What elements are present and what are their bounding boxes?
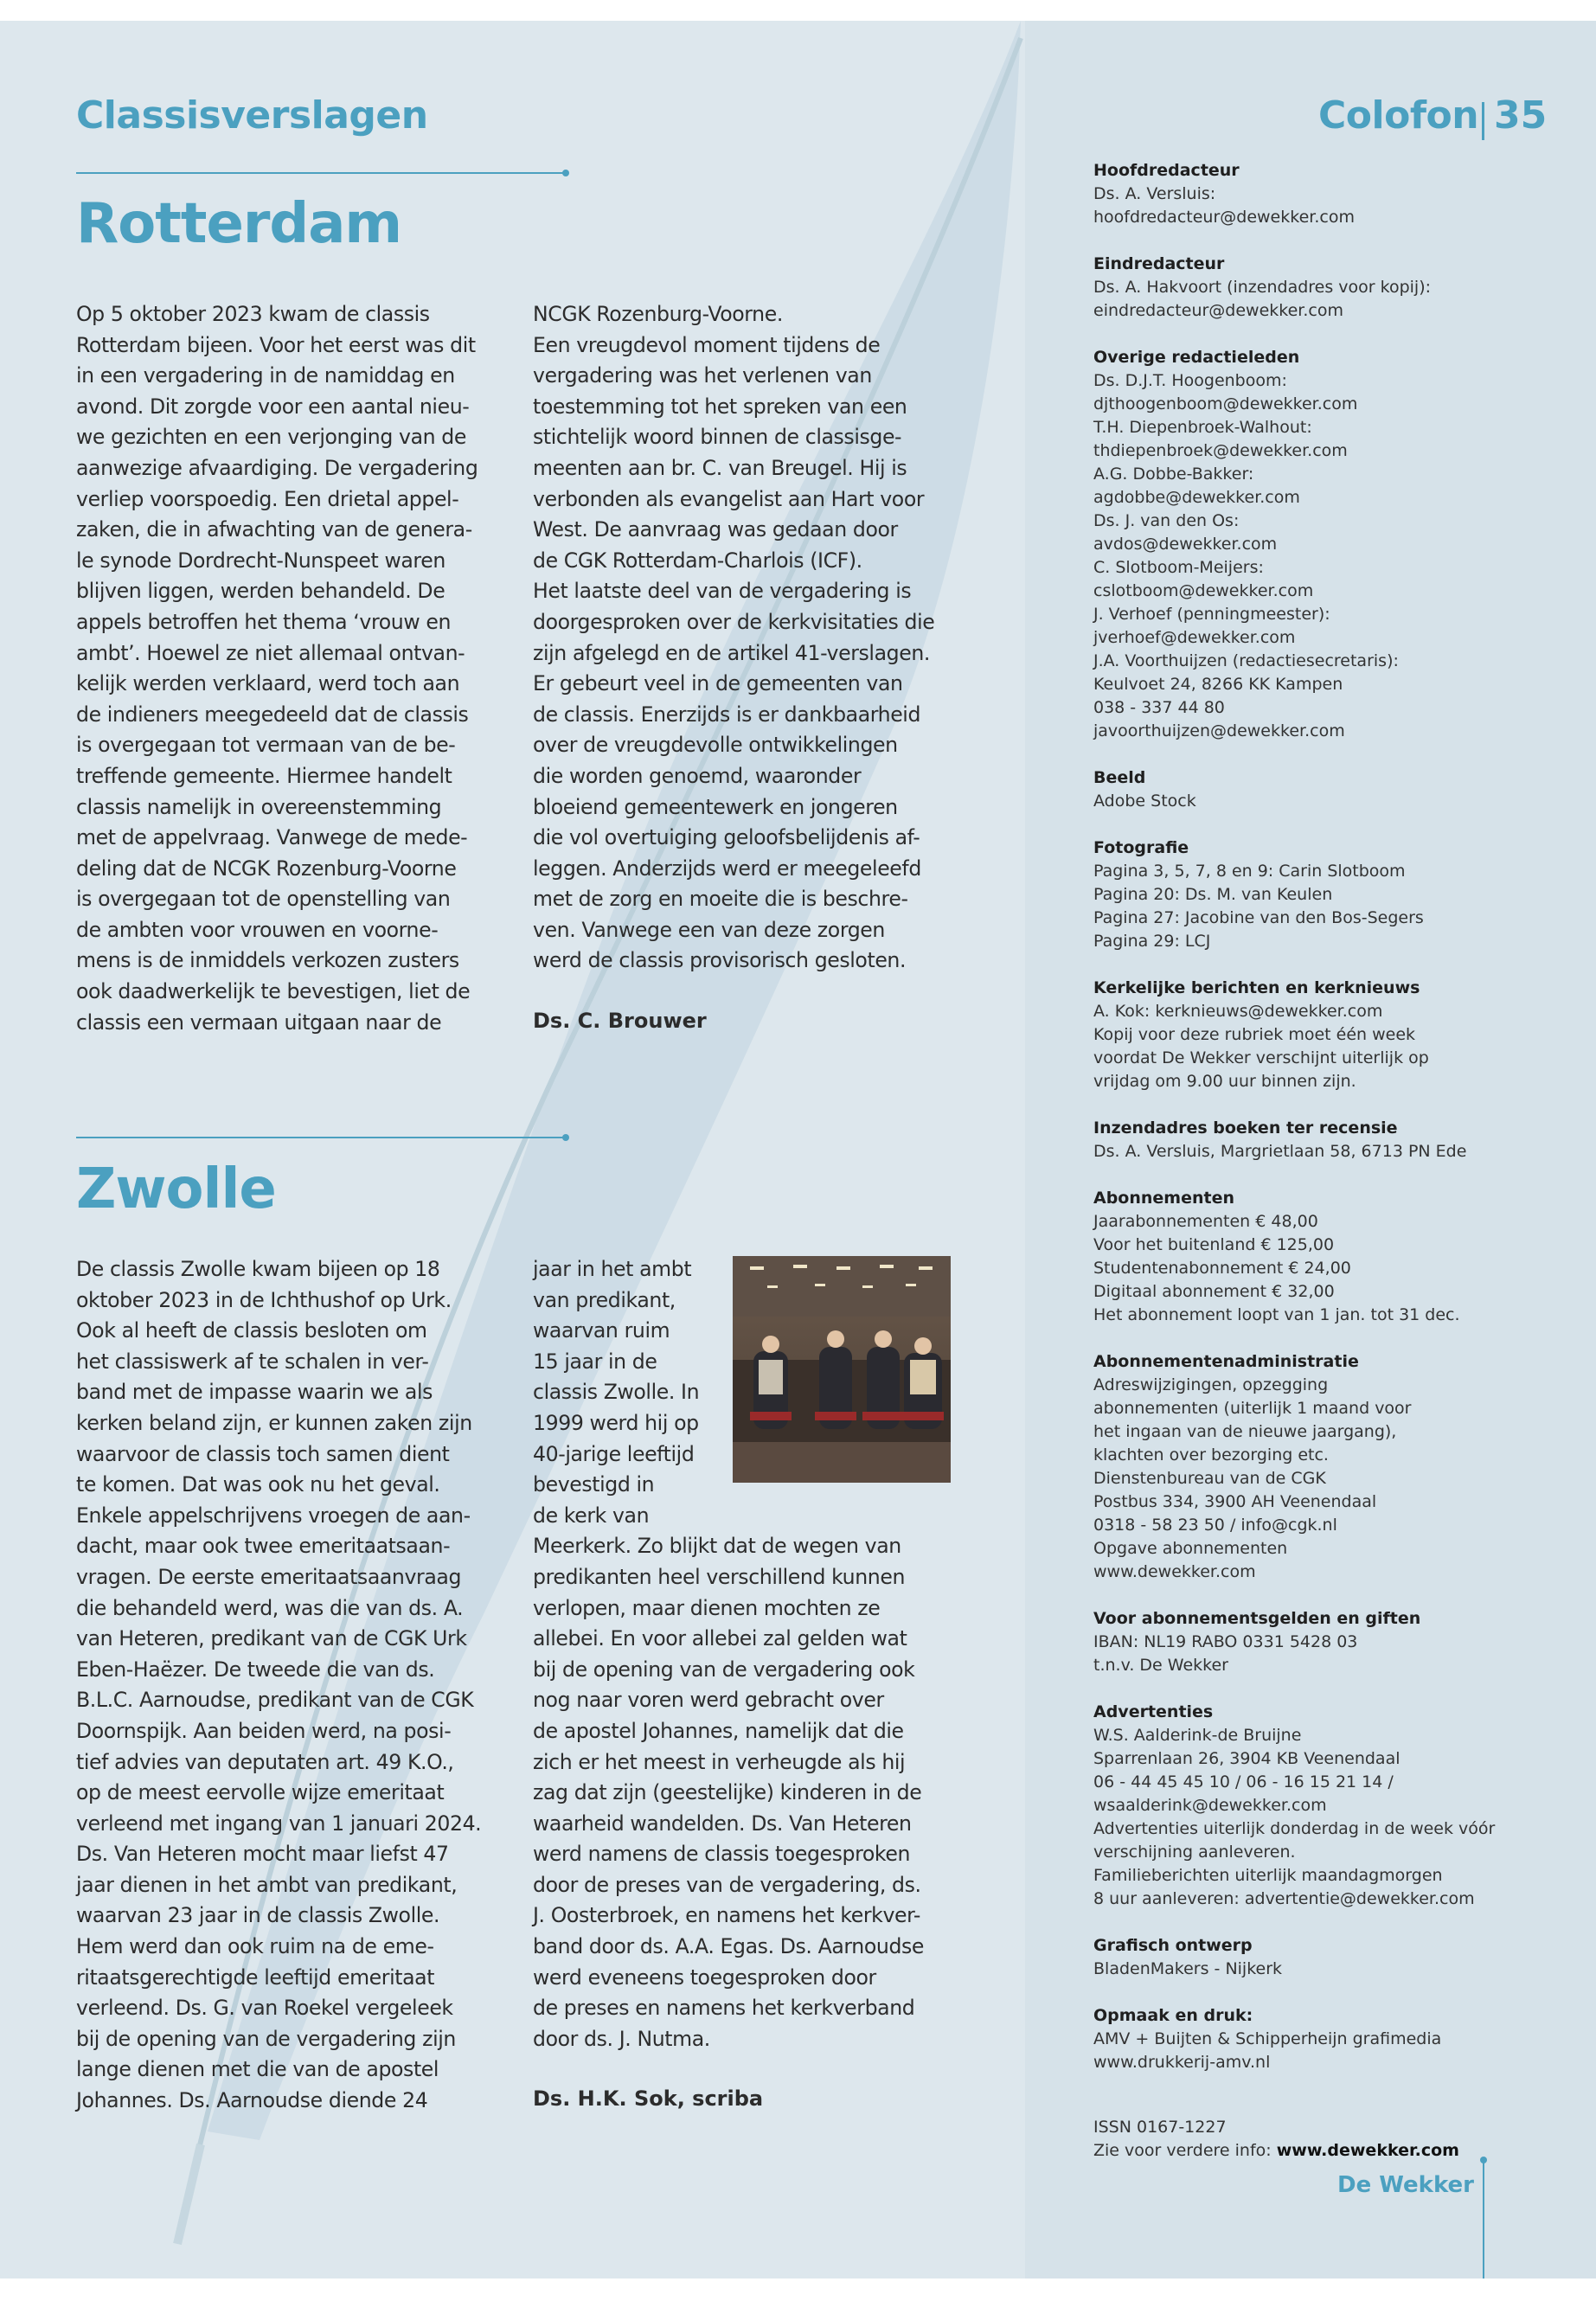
colofon-line: Sparrenlaan 26, 3904 KB Veenendaal	[1093, 1749, 1401, 1768]
text-line: vragen. De eerste emeritaatsaanvraag	[76, 1564, 462, 1589]
text-line: verlopen, maar dienen mochten ze	[533, 1595, 881, 1620]
colofon-heading: Advertenties	[1093, 1702, 1214, 1721]
text-line: De classis Zwolle kwam bijeen op 18	[76, 1257, 440, 1281]
text-line: die vol overtuiging geloofsbelijdenis af-	[533, 825, 920, 850]
text-line: is overgegaan tot de openstelling van	[76, 887, 451, 912]
colofon-block	[1093, 1187, 1578, 1327]
colofon-block	[1093, 1607, 1578, 1677]
text-line: ven. Vanwege een van deze zorgen	[533, 917, 885, 942]
colofon-line: Pagina 3, 5, 7, 8 en 9: Carin Slotboom	[1093, 862, 1406, 881]
colofon-line: T.H. Diepenbroek-Walhout:	[1093, 418, 1312, 437]
colofon-line: verschijning aanleveren.	[1093, 1843, 1296, 1862]
colofon-heading: Fotografie	[1093, 838, 1189, 857]
text-line: vergadering was het verlenen van	[533, 363, 872, 388]
colofon-line: J.A. Voorthuijzen (redactiesecretaris):	[1093, 651, 1399, 670]
text-line: te komen. Dat was ook nu het geval.	[76, 1472, 440, 1497]
colofon-line: cslotboom@dewekker.com	[1093, 581, 1314, 600]
text-line: blijven liggen, werden behandeld. De	[76, 579, 445, 604]
text-line: verbonden als evangelist aan Hart voor	[533, 486, 925, 511]
rotterdam-column-2	[533, 299, 965, 977]
zwolle-signature: Ds. H.K. Sok, scriba	[533, 2086, 764, 2111]
colofon-line: Ds. A. Versluis, Margrietlaan 58, 6713 PN Ede	[1093, 1142, 1467, 1161]
colofon-heading: Opmaak en druk:	[1093, 2006, 1253, 2025]
text-line: in een vergadering in de namiddag en	[76, 363, 455, 388]
section-rule-zwolle	[76, 1137, 566, 1138]
colofon-line: Advertenties uiterlijk donderdag in de week vóór	[1093, 1819, 1496, 1838]
text-line: werd namens de classis toegesproken	[533, 1842, 911, 1867]
text-line: Ds. Van Heteren mocht maar liefst 47	[76, 1842, 449, 1867]
text-line: met de zorg en moeite die is beschre-	[533, 887, 908, 912]
text-line: classis Zwolle. In	[533, 1380, 700, 1405]
text-line: werd eveneens toegesproken door	[533, 1965, 876, 1990]
text-line: waarvoor de classis toch samen dient	[76, 1441, 450, 1466]
text-line: stichtelijk woord binnen de classisge-	[533, 425, 902, 450]
colofon-heading: Kerkelijke berichten en kerknieuws	[1093, 978, 1420, 997]
colofon-heading: Beeld	[1093, 768, 1146, 787]
colofon-line: J. Verhoef (penningmeester):	[1093, 605, 1330, 624]
colofon-line: abonnementen (uiterlijk 1 maand voor	[1093, 1399, 1412, 1418]
colofon-line: Het abonnement loopt van 1 jan. tot 31 dec.	[1093, 1305, 1460, 1324]
colofon-line: Adobe Stock	[1093, 792, 1196, 811]
text-line: verliep voorspoedig. Een drietal appel-	[76, 486, 459, 511]
text-line: waarvan ruim	[533, 1318, 670, 1343]
colofon-line: Jaarabonnementen € 48,00	[1093, 1212, 1318, 1231]
text-line: treffende gemeente. Hiermee handelt	[76, 763, 452, 788]
text-line: verleend. Ds. G. van Roekel vergeleek	[76, 1996, 453, 2021]
text-line: de apostel Johannes, namelijk dat die	[533, 1718, 904, 1743]
more-info-prefix: Zie voor verdere info:	[1093, 2141, 1277, 2160]
colofon-line: javoorthuijzen@dewekker.com	[1093, 721, 1345, 740]
magazine-page	[0, 21, 1596, 2279]
text-line: deling dat de NCGK Rozenburg-Voorne	[76, 856, 457, 881]
colofon-heading: Hoofdredacteur	[1093, 161, 1240, 180]
colofon-line: BladenMakers - Nijkerk	[1093, 1959, 1283, 1978]
colofon-block	[1093, 977, 1578, 1093]
colofon-line: Pagina 27: Jacobine van den Bos-Segers	[1093, 908, 1424, 927]
zwolle-heading: Zwolle	[76, 1157, 276, 1221]
colofon-line: 8 uur aanleveren: advertentie@dewekker.com	[1093, 1889, 1475, 1908]
colofon-line: vrijdag om 9.00 uur binnen zijn.	[1093, 1072, 1356, 1091]
text-line: zag dat zijn (geestelijke) kinderen in de	[533, 1780, 922, 1805]
text-line: Op 5 oktober 2023 kwam de classis	[76, 302, 430, 326]
colofon-line: thdiepenbroek@dewekker.com	[1093, 441, 1348, 460]
text-line: op de meest eervolle wijze emeritaat	[76, 1780, 445, 1805]
colofon-line: Dienstenbureau van de CGK	[1093, 1469, 1326, 1488]
colofon-block	[1093, 1934, 1578, 1981]
text-line: avond. Dit zorgde voor een aantal nieu-	[76, 394, 470, 419]
text-line: door ds. J. Nutma.	[533, 2026, 710, 2051]
colofon-block	[1093, 1701, 1578, 1911]
text-line: bevestigd in	[533, 1472, 655, 1497]
colofon-line: A. Kok: kerknieuws@dewekker.com	[1093, 1002, 1383, 1021]
colofon-block	[1093, 253, 1578, 323]
text-line: classis namelijk in overeenstemming	[76, 794, 442, 819]
footer-rule	[1483, 2159, 1484, 2279]
colofon-line: www.drukkerij-amv.nl	[1093, 2053, 1271, 2072]
zwolle-column-1	[76, 1254, 509, 2117]
text-line: classis een vermaan uitgaan naar de	[76, 1009, 442, 1035]
text-line: oktober 2023 in de Ichthushof op Urk.	[76, 1287, 452, 1312]
text-line: ook daadwerkelijk te bevestigen, liet de	[76, 979, 471, 1004]
page-number: 35	[1494, 93, 1548, 138]
text-line: de indieners meegedeeld dat de classis	[76, 702, 469, 727]
colofon-block	[1093, 766, 1578, 813]
more-info-link[interactable]: www.dewekker.com	[1276, 2141, 1459, 2160]
colofon-list	[1093, 159, 1578, 2098]
text-line: ambt’. Hoewel ze niet allemaal ontvan-	[76, 640, 465, 665]
rotterdam-signature: Ds. C. Brouwer	[533, 1009, 707, 1033]
text-line: toestemming tot het spreken van een	[533, 394, 907, 419]
text-line: is overgegaan tot vermaan van de be-	[76, 733, 456, 758]
text-line: zich er het meest in verheugde als hij	[533, 1749, 906, 1774]
text-line: le synode Dordrecht-Nunspeet waren	[76, 548, 445, 573]
section-label-classisverslagen: Classisverslagen	[76, 93, 428, 138]
text-line: kelijk werden verklaard, werd toch aan	[76, 671, 460, 696]
colofon-line: W.S. Aalderink-de Bruijne	[1093, 1726, 1302, 1745]
text-line: Een vreugdevol moment tijdens de	[533, 332, 881, 357]
colofon-line: C. Slotboom-Meijers:	[1093, 558, 1264, 577]
text-line: waarvan 23 jaar in de classis Zwolle.	[76, 1903, 440, 1928]
text-line: nog naar voren werd gebracht over	[533, 1688, 884, 1713]
colofon-block	[1093, 836, 1578, 953]
colofon-heading: Abonnementenadministratie	[1093, 1352, 1359, 1371]
colofon-line: 0318 - 58 23 50 / info@cgk.nl	[1093, 1516, 1337, 1535]
colofon-line: Familieberichten uiterlijk maandagmorgen	[1093, 1866, 1443, 1885]
header-divider	[1482, 102, 1484, 140]
colofon-line: Keulvoet 24, 8266 KK Kampen	[1093, 675, 1343, 694]
text-line: bij de opening van de vergadering ook	[533, 1657, 915, 1682]
text-line: van Heteren, predikant van de CGK Urk	[76, 1626, 467, 1651]
text-line: leggen. Anderzijds werd er meegeleefd	[533, 856, 921, 881]
text-line: NCGK Rozenburg-Voorne.	[533, 302, 783, 326]
classis-meeting-photo	[733, 1256, 951, 1483]
text-line: allebei. En voor allebei zal gelden wat	[533, 1626, 907, 1651]
text-line: meenten aan br. C. van Breugel. Hij is	[533, 455, 907, 480]
text-line: Enkele appelschrijvens vroegen de aan-	[76, 1503, 471, 1528]
colofon-line: Voor het buitenland € 125,00	[1093, 1235, 1335, 1254]
text-line: werd de classis provisorisch gesloten.	[533, 948, 907, 973]
more-info-line	[1093, 2139, 1459, 2163]
text-line: de preses en namens het kerkverband	[533, 1996, 915, 2021]
text-line: 1999 werd hij op	[533, 1410, 699, 1435]
colofon-block	[1093, 346, 1578, 743]
colofon-line: klachten over bezorging etc.	[1093, 1445, 1329, 1465]
text-line: 40-jarige leeftijd	[533, 1441, 695, 1466]
text-line: Ook al heeft de classis besloten om	[76, 1318, 427, 1343]
text-line: Johannes. Ds. Aarnoudse diende 24	[76, 2088, 428, 2113]
colofon-line: Pagina 29: LCJ	[1093, 932, 1211, 951]
colofon-block	[1093, 2004, 1578, 2074]
text-line: ritaatsgerechtigde leeftijd emeritaat	[76, 1965, 435, 1990]
text-line: jaar dienen in het ambt van predikant,	[76, 1872, 458, 1897]
text-line: J. Oosterbroek, en namens het kerkver-	[533, 1903, 921, 1928]
colofon-line: jverhoef@dewekker.com	[1093, 628, 1296, 647]
text-line: die behandeld werd, was die van ds. A.	[76, 1595, 464, 1620]
text-line: Hem werd dan ook ruim na de eme-	[76, 1934, 434, 1959]
colofon-line: eindredacteur@dewekker.com	[1093, 301, 1343, 320]
colofon-line: Ds. D.J.T. Hoogenboom:	[1093, 371, 1287, 390]
colofon-line: AMV + Buijten & Schipperheijn grafimedia	[1093, 2029, 1442, 2048]
colofon-line: www.dewekker.com	[1093, 1562, 1256, 1581]
text-line: over de vreugdevolle ontwikkelingen	[533, 733, 898, 758]
section-label-colofon: Colofon	[1318, 93, 1479, 138]
text-line: mens is de inmiddels verkozen zusters	[76, 948, 459, 973]
text-line: Eben-Haëzer. De tweede die van ds.	[76, 1657, 435, 1682]
colofon-line: hoofdredacteur@dewekker.com	[1093, 208, 1355, 227]
text-line: we gezichten en een verjonging van de	[76, 425, 466, 450]
colofon-line: Kopij voor deze rubriek moet één week	[1093, 1025, 1416, 1044]
text-line: tief advies van deputaten art. 49 K.O.,	[76, 1749, 454, 1774]
text-line: B.L.C. Aarnoudse, predikant van de CGK	[76, 1688, 474, 1713]
text-line: Het laatste deel van de vergadering is	[533, 579, 912, 604]
colofon-line: Ds. J. van den Os:	[1093, 511, 1240, 530]
text-line: West. De aanvraag was gedaan door	[533, 517, 898, 542]
text-line: lange dienen met die van de apostel	[76, 2057, 439, 2082]
colofon-line: Ds. A. Versluis:	[1093, 184, 1216, 203]
colofon-heading: Inzendadres boeken ter recensie	[1093, 1118, 1398, 1138]
text-line: aanwezige afvaardiging. De vergadering	[76, 455, 478, 480]
text-line: bloeiend gemeentewerk en jongeren	[533, 794, 898, 819]
colofon-heading: Overige redactieleden	[1093, 348, 1300, 367]
colofon-line: Studentenabonnement € 24,00	[1093, 1259, 1351, 1278]
text-line: de ambten voor vrouwen en voorne-	[76, 917, 439, 942]
colofon-line: Digitaal abonnement € 32,00	[1093, 1282, 1335, 1301]
colofon-heading: Voor abonnementsgelden en giften	[1093, 1609, 1421, 1628]
footer-rule-dot	[1480, 2157, 1487, 2163]
text-line: band met de impasse waarin we als	[76, 1380, 433, 1405]
text-line: predikanten heel verschillend kunnen	[533, 1564, 905, 1589]
text-line: die worden genoemd, waaronder	[533, 763, 862, 788]
text-line: appels betroffen het thema ‘vrouw en	[76, 609, 451, 634]
colofon-line: 06 - 44 45 45 10 / 06 - 16 15 21 14 /	[1093, 1772, 1394, 1791]
section-rule-rotterdam	[76, 172, 566, 174]
text-line: met de appelvraag. Vanwege de mede-	[76, 825, 468, 850]
colofon-block	[1093, 1117, 1578, 1163]
footer-brand: De Wekker	[1337, 2172, 1474, 2198]
text-line: door de preses van de vergadering, ds.	[533, 1872, 921, 1897]
colofon-line: t.n.v. De Wekker	[1093, 1656, 1228, 1675]
text-line: band door ds. A.A. Egas. Ds. Aarnoudse	[533, 1934, 925, 1959]
colofon-line: 038 - 337 44 80	[1093, 698, 1225, 717]
colofon-line: A.G. Dobbe-Bakker:	[1093, 465, 1254, 484]
text-line: Rotterdam bijeen. Voor het eerst was dit	[76, 332, 476, 357]
text-line: dacht, maar ook twee emeritaatsaan-	[76, 1534, 451, 1559]
colofon-line: voordat De Wekker verschijnt uiterlijk op	[1093, 1048, 1429, 1067]
text-line: Doornspijk. Aan beiden werd, na posi-	[76, 1718, 452, 1743]
colofon-line: Ds. A. Hakvoort (inzendadres voor kopij):	[1093, 278, 1432, 297]
text-line: de CGK Rotterdam-Charlois (ICF).	[533, 548, 862, 573]
colofon-line: Postbus 334, 3900 AH Veenendaal	[1093, 1492, 1377, 1511]
colofon-line: Opgave abonnementen	[1093, 1539, 1288, 1558]
text-line: de kerk van	[533, 1503, 650, 1528]
colofon-line: wsaalderink@dewekker.com	[1093, 1796, 1327, 1815]
rotterdam-column-1	[76, 299, 500, 1038]
colofon-line: djthoogenboom@dewekker.com	[1093, 394, 1358, 413]
rotterdam-heading: Rotterdam	[76, 192, 402, 256]
text-line: verleend met ingang van 1 januari 2024.	[76, 1811, 482, 1836]
text-line: jaar in het ambt	[533, 1257, 692, 1281]
colofon-heading: Grafisch ontwerp	[1093, 1936, 1253, 1955]
colofon-heading: Abonnementen	[1093, 1189, 1235, 1208]
text-line: Er gebeurt veel in de gemeenten van	[533, 671, 903, 696]
text-line: de classis. Enerzijds is er dankbaarheid	[533, 702, 921, 727]
text-line: zijn afgelegd en de artikel 41-verslagen.	[533, 640, 930, 665]
colofon-heading: Eindredacteur	[1093, 254, 1225, 273]
colofon-line: avdos@dewekker.com	[1093, 535, 1278, 554]
text-line: het classiswerk af te schalen in ver-	[76, 1349, 429, 1374]
colofon-line: IBAN: NL19 RABO 0331 5428 03	[1093, 1632, 1358, 1651]
colofon-block	[1093, 159, 1578, 229]
colofon-line: het ingaan van de nieuwe jaargang),	[1093, 1422, 1397, 1441]
colofon-line: Pagina 20: Ds. M. van Keulen	[1093, 885, 1333, 904]
text-line: kerken beland zijn, er kunnen zaken zijn	[76, 1410, 472, 1435]
text-line: van predikant,	[533, 1287, 676, 1312]
text-line: bij de opening van de vergadering zijn	[76, 2026, 456, 2051]
text-line: zaken, die in afwachting van de genera-	[76, 517, 472, 542]
text-line: doorgesproken over de kerkvisitaties die	[533, 609, 935, 634]
colofon-block	[1093, 1350, 1578, 1584]
text-line: waarheid wandelden. Ds. Van Heteren	[533, 1811, 912, 1836]
issn: ISSN 0167-1227	[1093, 2118, 1227, 2137]
text-line: Meerkerk. Zo blijkt dat de wegen van	[533, 1534, 901, 1559]
colofon-line: Adreswijzigingen, opzegging	[1093, 1375, 1329, 1394]
colofon-line: agdobbe@dewekker.com	[1093, 488, 1300, 507]
text-line: 15 jaar in de	[533, 1349, 657, 1374]
